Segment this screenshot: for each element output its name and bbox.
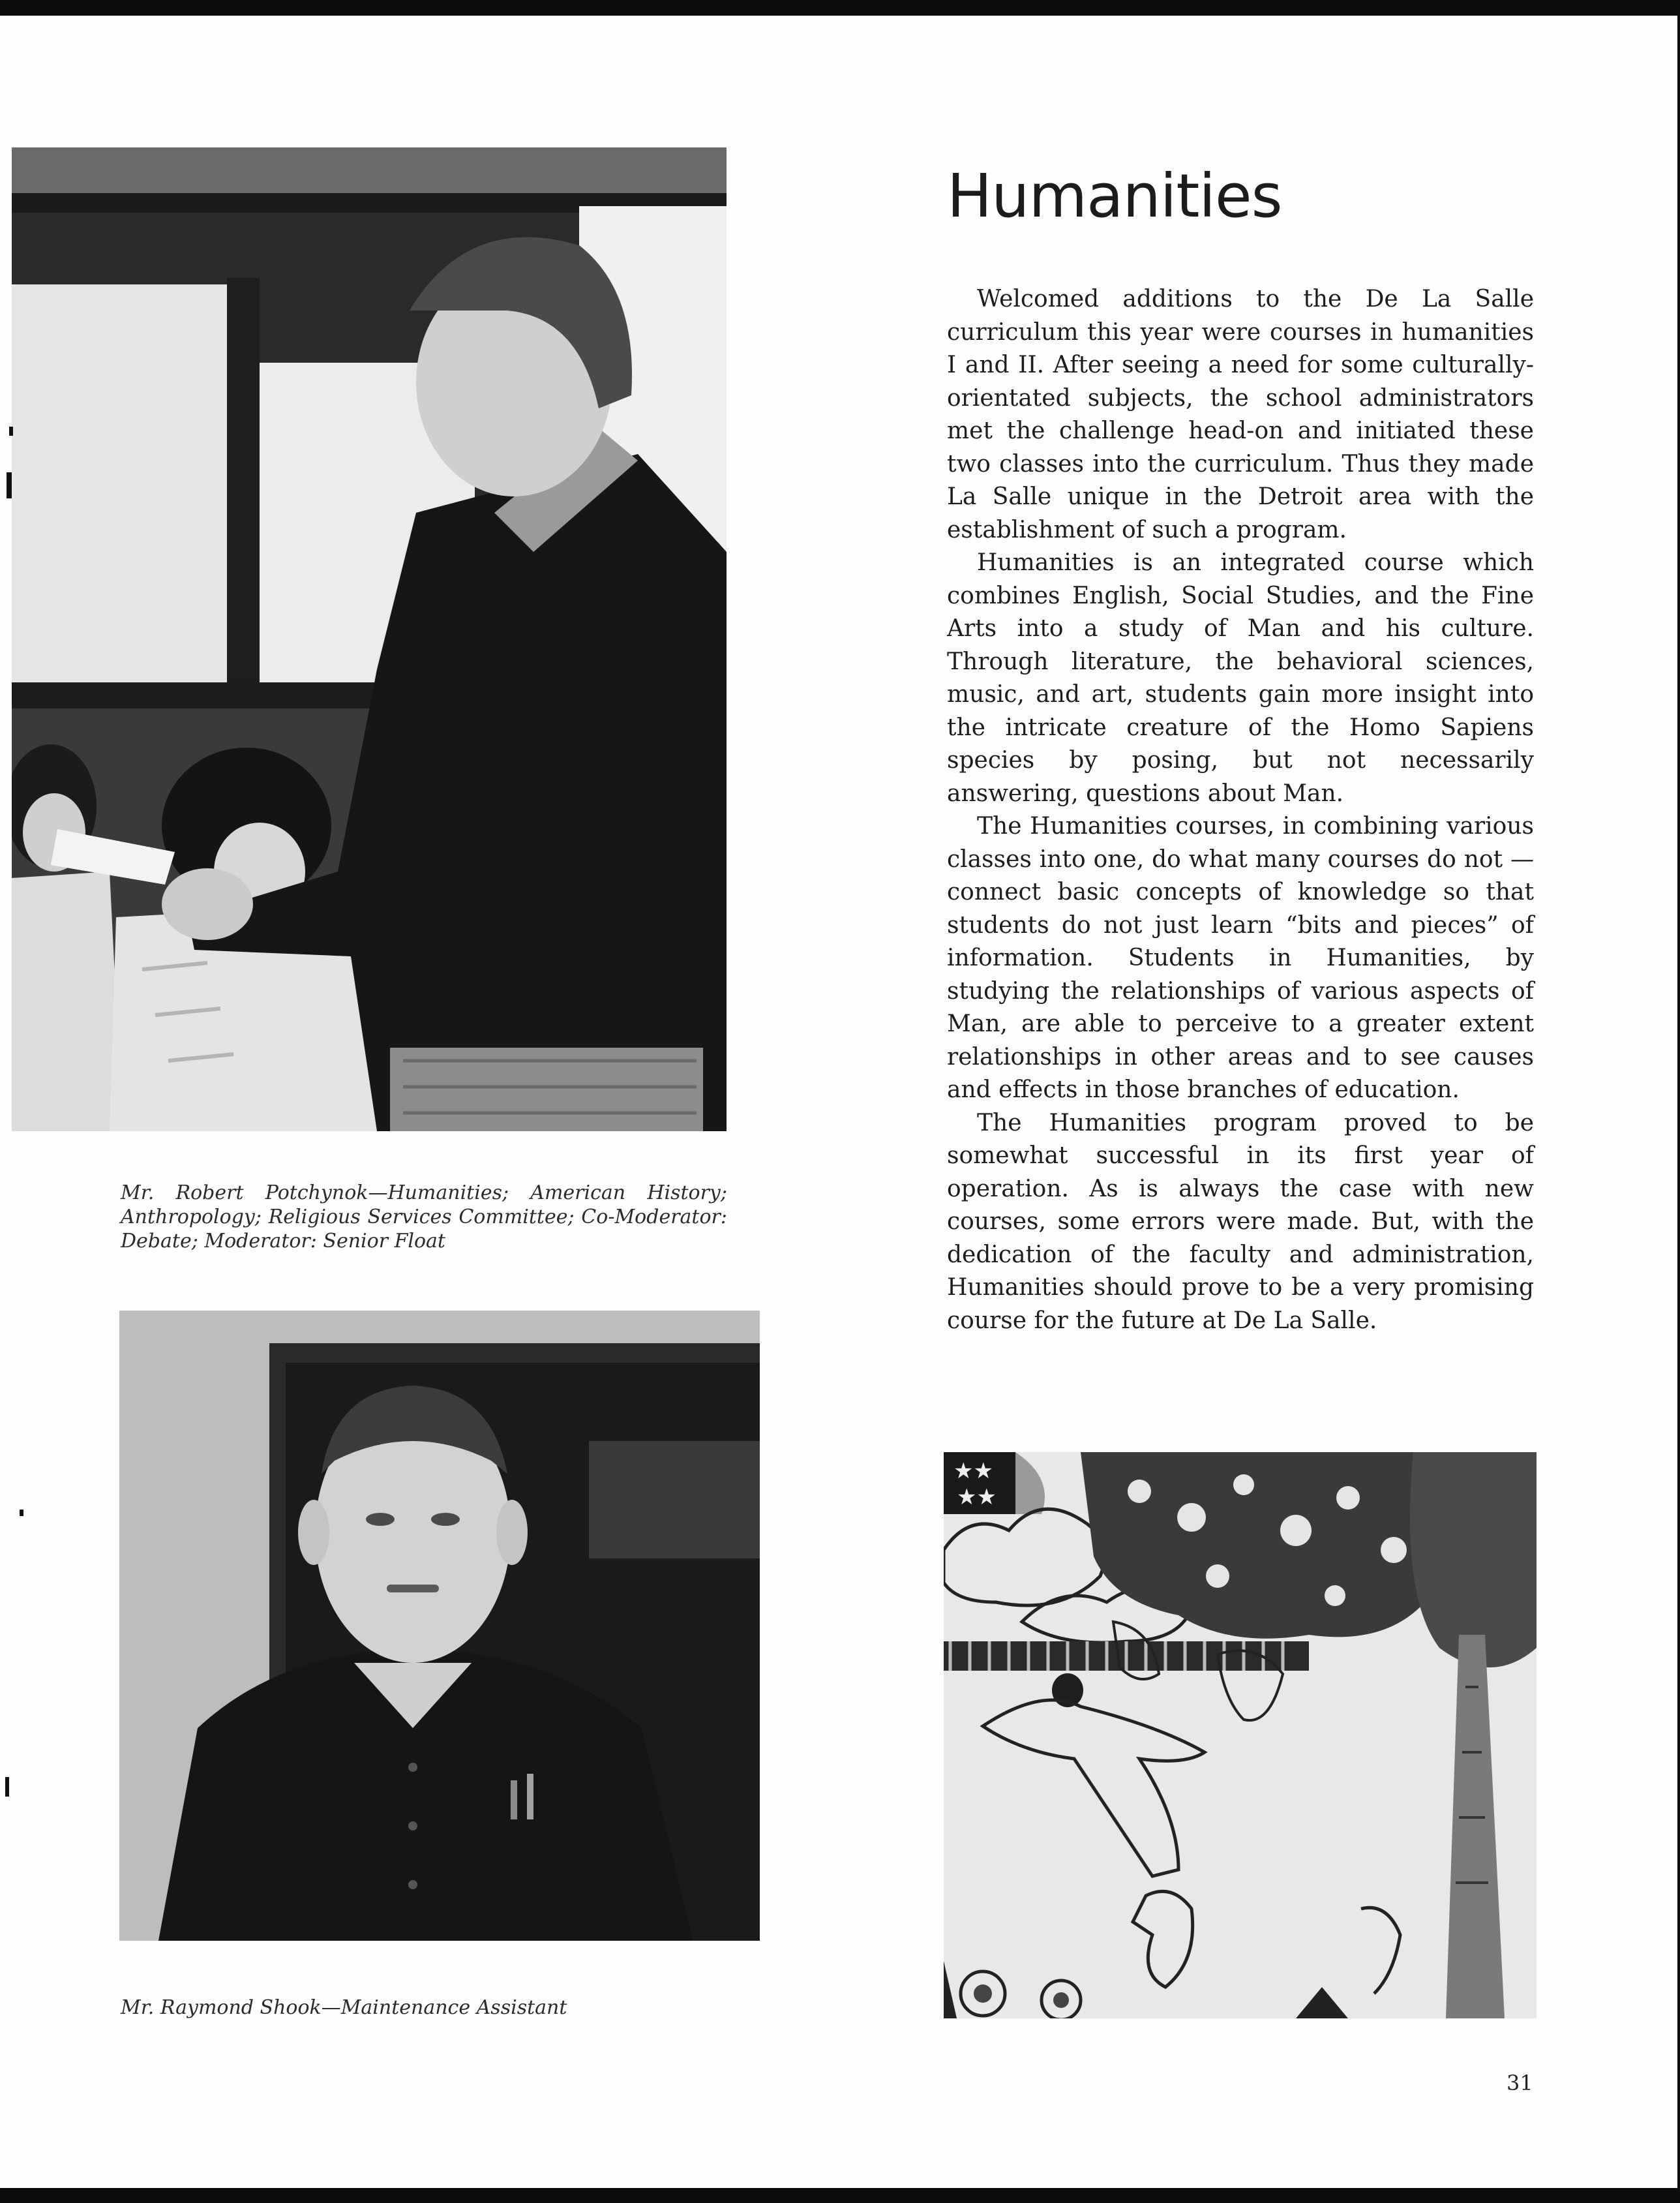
article-body [947, 283, 1534, 1337]
page-number: 31 [1507, 2071, 1533, 2095]
edge-mark [7, 472, 12, 498]
edge-mark [5, 1777, 9, 1797]
maintenance-photo-caption: Mr. Raymond Shook—Maintenance Assistant [121, 1996, 567, 2019]
article-paragraph: Humanities is an integrated course which combines English, Social Studies, and the Fine Arts into a study of Man and his culture. Through literature, the behavioral sciences, music, and art, students gain more insight into the intricate creature of the Homo Sapiens species by posing, but not necessarily answering, questions about Man. [947, 549, 1534, 807]
article-paragraph: The Humanities program proved to be somewhat successful in its first year of operation. As is always the case with new courses, some errors were made. But, with the dedication of the faculty and administration, Humanities should prove to be a very promising course for the future at De La Salle. [947, 1109, 1534, 1334]
edge-mark [20, 1510, 23, 1516]
page-title: Humanities [947, 161, 1282, 231]
article-paragraph: The Humanities courses, in combining various classes into one, do what many courses do not — connect basic concepts of knowledge so that students do not just learn “bits and pieces” of information. Students in Humanities, by studying the relationships of various aspects of Man, are able to perceive to a greater extent relationships in other areas and to see causes and effects in those branches of education. [947, 813, 1534, 1103]
svg-text:★★: ★★ [953, 1458, 993, 1484]
teacher-photo-caption: Mr. Robert Potchynok—Humanities; American History; Anthropology; Religious Services Committee; Co-Moderator: Debate; Moderator: Senior Float [121, 1181, 727, 1253]
yearbook-page [0, 16, 1677, 2188]
article-paragraph: Welcomed additions to the De La Salle curriculum this year were courses in humanities I and II. After seeing a need for some culturally-orientated subjects, the school administrators met the challenge head-on and initiated these two classes into the curriculum. Thus they made La Salle unique in the Detroit area with the establishment of such a program. [947, 286, 1534, 543]
mural-artwork-photo [944, 1452, 1537, 2018]
edge-mark [9, 427, 13, 436]
maintenance-assistant-photo [119, 1311, 760, 1941]
svg-text:★★: ★★ [957, 1484, 997, 1510]
teacher-classroom-photo [12, 147, 727, 1131]
